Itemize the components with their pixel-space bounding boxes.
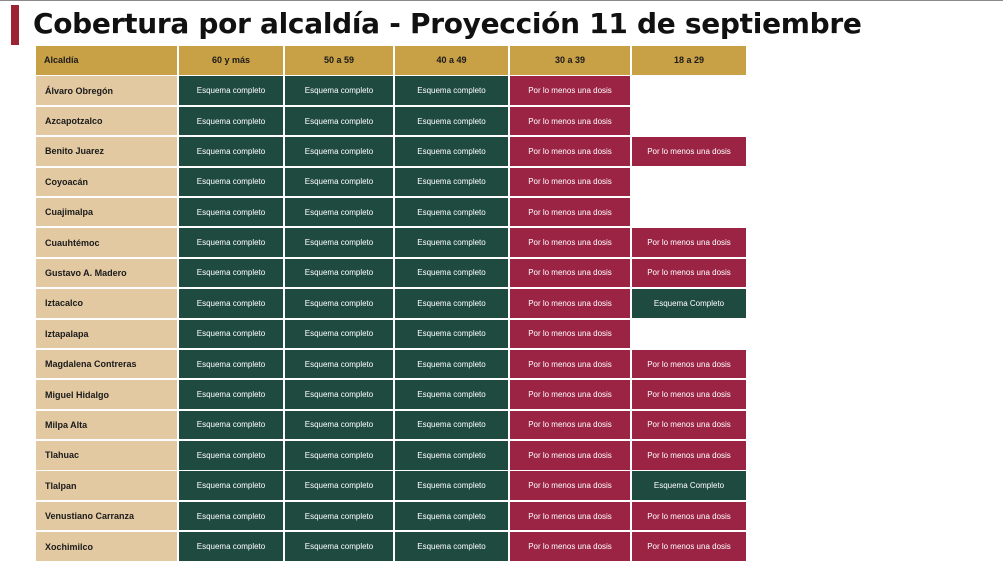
status-cell-complete: Esquema completo [285, 76, 393, 105]
row-alcaldia-name: Xochimilco [36, 532, 177, 561]
status-cell-partial: Por lo menos una dosis [510, 168, 630, 197]
status-cell-complete: Esquema completo [395, 441, 508, 470]
status-cell-complete: Esquema completo [395, 532, 508, 561]
status-cell-complete: Esquema completo [179, 471, 283, 500]
status-cell-partial: Por lo menos una dosis [510, 502, 630, 531]
status-cell-complete: Esquema completo [395, 350, 508, 379]
status-cell-complete: Esquema completo [285, 532, 393, 561]
status-cell-complete: Esquema completo [395, 137, 508, 166]
empty-cell [632, 76, 746, 105]
empty-cell [632, 107, 746, 136]
status-cell-complete: Esquema completo [179, 137, 283, 166]
header-age-group: 60 y más [179, 46, 283, 75]
empty-cell [632, 168, 746, 197]
row-alcaldia-name: Azcapotzalco [36, 107, 177, 136]
status-cell-complete: Esquema completo [395, 502, 508, 531]
status-cell-complete: Esquema completo [395, 320, 508, 349]
status-cell-complete: Esquema completo [285, 350, 393, 379]
status-cell-partial: Por lo menos una dosis [510, 137, 630, 166]
status-cell-partial: Por lo menos una dosis [632, 350, 746, 379]
empty-cell [632, 320, 746, 349]
status-cell-partial: Por lo menos una dosis [510, 350, 630, 379]
status-cell-partial: Por lo menos una dosis [510, 289, 630, 318]
top-border-line [0, 0, 1003, 1]
status-cell-complete: Esquema completo [179, 289, 283, 318]
row-alcaldia-name: Álvaro Obregón [36, 76, 177, 105]
status-cell-partial: Por lo menos una dosis [510, 471, 630, 500]
status-cell-complete: Esquema completo [285, 380, 393, 409]
status-cell-complete: Esquema completo [285, 198, 393, 227]
status-cell-complete: Esquema completo [179, 532, 283, 561]
row-alcaldia-name: Coyoacán [36, 168, 177, 197]
status-cell-partial: Por lo menos una dosis [632, 532, 746, 561]
row-alcaldia-name: Tlalpan [36, 471, 177, 500]
status-cell-partial: Por lo menos una dosis [510, 532, 630, 561]
status-cell-partial: Por lo menos una dosis [510, 320, 630, 349]
status-cell-complete: Esquema completo [285, 228, 393, 257]
row-alcaldia-name: Iztapalapa [36, 320, 177, 349]
status-cell-complete: Esquema completo [179, 411, 283, 440]
status-cell-complete: Esquema completo [179, 380, 283, 409]
status-cell-complete: Esquema Completo [632, 289, 746, 318]
row-alcaldia-name: Magdalena Contreras [36, 350, 177, 379]
header-age-group: 50 a 59 [285, 46, 393, 75]
status-cell-complete: Esquema completo [179, 76, 283, 105]
status-cell-partial: Por lo menos una dosis [632, 228, 746, 257]
status-cell-partial: Por lo menos una dosis [510, 259, 630, 288]
status-cell-complete: Esquema completo [179, 320, 283, 349]
status-cell-complete: Esquema completo [285, 471, 393, 500]
status-cell-complete: Esquema completo [179, 228, 283, 257]
status-cell-partial: Por lo menos una dosis [510, 411, 630, 440]
status-cell-complete: Esquema completo [285, 168, 393, 197]
header-age-group: 30 a 39 [510, 46, 630, 75]
status-cell-partial: Por lo menos una dosis [510, 228, 630, 257]
status-cell-complete: Esquema completo [285, 259, 393, 288]
status-cell-complete: Esquema completo [179, 259, 283, 288]
status-cell-partial: Por lo menos una dosis [632, 259, 746, 288]
status-cell-partial: Por lo menos una dosis [632, 411, 746, 440]
status-cell-partial: Por lo menos una dosis [510, 441, 630, 470]
row-alcaldia-name: Venustiano Carranza [36, 502, 177, 531]
empty-cell [632, 198, 746, 227]
row-alcaldia-name: Cuauhtémoc [36, 228, 177, 257]
status-cell-partial: Por lo menos una dosis [510, 198, 630, 227]
status-cell-complete: Esquema completo [285, 320, 393, 349]
status-cell-complete: Esquema completo [179, 198, 283, 227]
header-alcaldia: Alcaldía [36, 46, 177, 75]
row-alcaldia-name: Benito Juarez [36, 137, 177, 166]
coverage-table [36, 46, 746, 561]
status-cell-complete: Esquema completo [285, 289, 393, 318]
header-age-group: 40 a 49 [395, 46, 508, 75]
status-cell-complete: Esquema completo [395, 107, 508, 136]
status-cell-partial: Por lo menos una dosis [632, 380, 746, 409]
status-cell-complete: Esquema completo [395, 198, 508, 227]
status-cell-complete: Esquema completo [179, 502, 283, 531]
status-cell-complete: Esquema completo [285, 107, 393, 136]
status-cell-partial: Por lo menos una dosis [632, 137, 746, 166]
status-cell-complete: Esquema Completo [632, 471, 746, 500]
status-cell-partial: Por lo menos una dosis [632, 502, 746, 531]
row-alcaldia-name: Iztacalco [36, 289, 177, 318]
status-cell-complete: Esquema completo [285, 502, 393, 531]
status-cell-complete: Esquema completo [285, 441, 393, 470]
header-age-group: 18 a 29 [632, 46, 746, 75]
status-cell-complete: Esquema completo [179, 168, 283, 197]
status-cell-complete: Esquema completo [395, 289, 508, 318]
status-cell-complete: Esquema completo [395, 228, 508, 257]
status-cell-complete: Esquema completo [285, 137, 393, 166]
status-cell-complete: Esquema completo [395, 471, 508, 500]
row-alcaldia-name: Milpa Alta [36, 411, 177, 440]
status-cell-complete: Esquema completo [395, 380, 508, 409]
row-alcaldia-name: Cuajimalpa [36, 198, 177, 227]
status-cell-partial: Por lo menos una dosis [510, 380, 630, 409]
row-alcaldia-name: Gustavo A. Madero [36, 259, 177, 288]
status-cell-complete: Esquema completo [395, 259, 508, 288]
status-cell-complete: Esquema completo [395, 411, 508, 440]
status-cell-complete: Esquema completo [395, 168, 508, 197]
status-cell-partial: Por lo menos una dosis [632, 441, 746, 470]
status-cell-complete: Esquema completo [179, 441, 283, 470]
status-cell-complete: Esquema completo [179, 107, 283, 136]
status-cell-complete: Esquema completo [285, 411, 393, 440]
page-title: Cobertura por alcaldía - Proyección 11 de septiembre [33, 7, 862, 40]
status-cell-partial: Por lo menos una dosis [510, 76, 630, 105]
status-cell-complete: Esquema completo [179, 350, 283, 379]
row-alcaldia-name: Tlahuac [36, 441, 177, 470]
status-cell-complete: Esquema completo [395, 76, 508, 105]
title-accent-bar [11, 5, 19, 45]
status-cell-partial: Por lo menos una dosis [510, 107, 630, 136]
row-alcaldia-name: Miguel Hidalgo [36, 380, 177, 409]
